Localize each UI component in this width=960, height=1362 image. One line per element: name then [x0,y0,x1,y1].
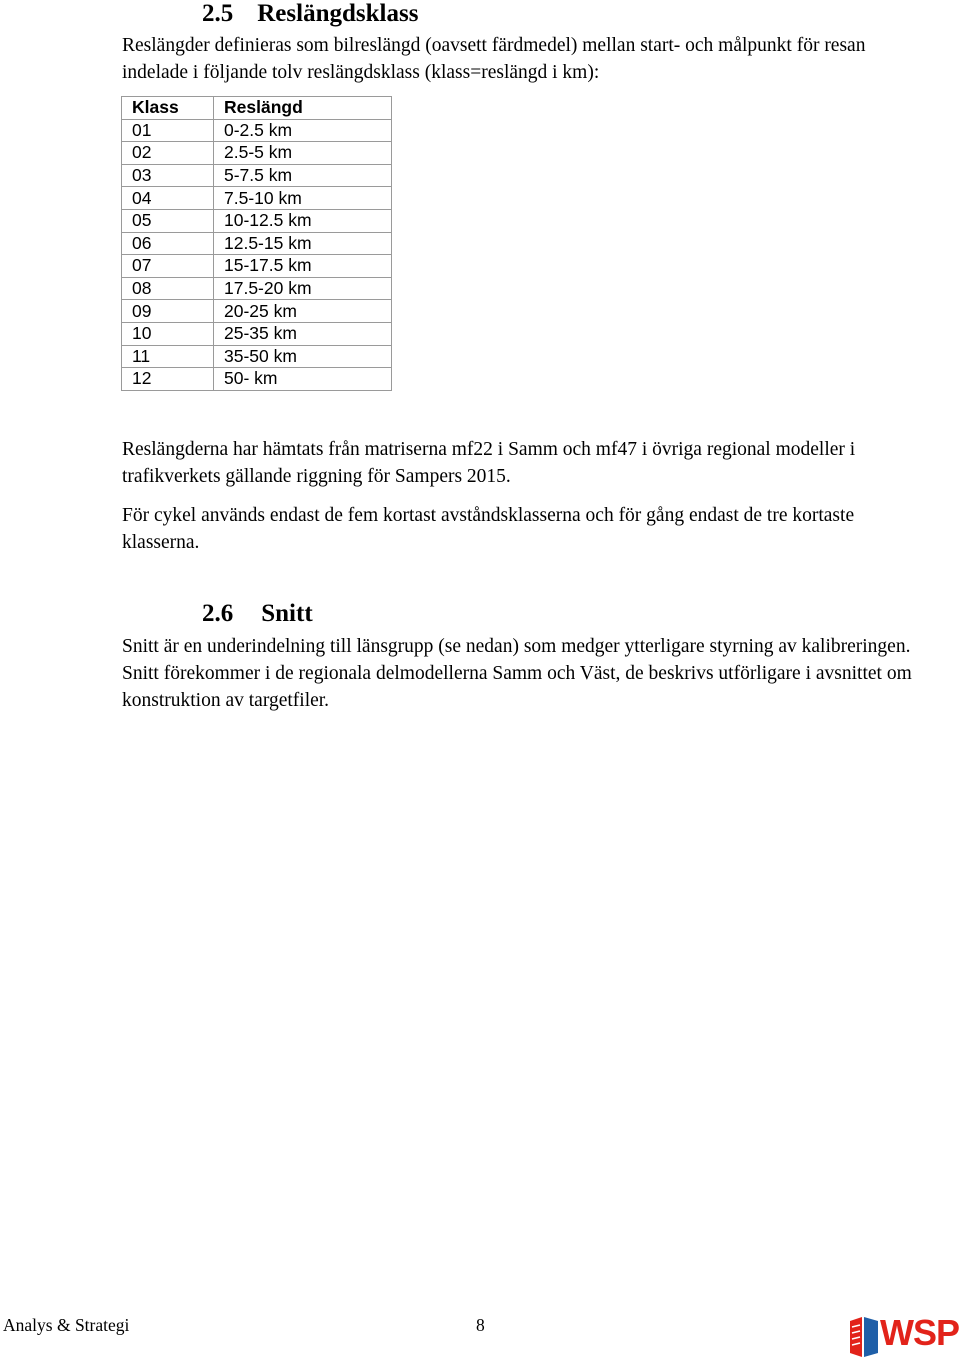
table-row [122,255,392,278]
table-header-row [122,97,392,120]
intro-paragraph: Reslängder definieras som bilreslängd (oavsett färdmedel) mellan start- och målpunkt för resan indelade i följande tolv reslängdsklass (klass=reslängd i km): [122,35,866,83]
klass-cell: 07 [122,255,214,278]
section-number: 2.5 [202,0,234,27]
table-row [122,119,392,142]
reslangd-cell: 25-35 km [214,322,392,345]
section-heading-2-5 [202,0,418,28]
reslangd-cell: 35-50 km [214,345,392,368]
klass-cell: 11 [122,345,214,368]
table-row [122,209,392,232]
reslangd-cell: 0-2.5 km [214,119,392,142]
table-row [122,187,392,210]
klass-cell: 08 [122,277,214,300]
wsp-logo-text: WSP [880,1312,960,1353]
footer-organization: Analys & Strategi [3,1315,130,1335]
klass-cell: 01 [122,119,214,142]
klass-cell: 06 [122,232,214,255]
reslangd-cell: 7.5-10 km [214,187,392,210]
section-title: Reslängdsklass [257,0,419,27]
klass-cell: 10 [122,322,214,345]
distance-class-table [121,96,392,391]
reslangd-cell: 50- km [214,368,392,391]
table-row [122,345,392,368]
reslangd-cell: 15-17.5 km [214,255,392,278]
reslangd-cell: 12.5-15 km [214,232,392,255]
reslangd-cell: 2.5-5 km [214,142,392,165]
section-title: Snitt [261,600,313,627]
reslangd-cell: 20-25 km [214,300,392,323]
table-row [122,277,392,300]
klass-cell: 02 [122,142,214,165]
wsp-logo [848,1313,960,1359]
klass-cell: 09 [122,300,214,323]
table-row [122,232,392,255]
cycle-paragraph: För cykel används endast de fem kortast avståndsklasserna och för gång endast de tre kortaste klasserna. [122,505,855,553]
table-row [122,164,392,187]
header-reslangd: Reslängd [214,97,392,120]
klass-cell: 05 [122,209,214,232]
reslangd-cell: 5-7.5 km [214,164,392,187]
wsp-flag-icon [848,1313,880,1359]
reslangd-cell: 17.5-20 km [214,277,392,300]
table-row [122,322,392,345]
table-row [122,142,392,165]
section-heading-2-6 [202,600,313,628]
klass-cell: 12 [122,368,214,391]
source-paragraph: Reslängderna har hämtats från matriserna mf22 i Samm och mf47 i övriga regional modeller i trafikverkets gällande riggning för Sampers 2015. [122,439,856,487]
table-row [122,300,392,323]
klass-cell: 03 [122,164,214,187]
section-number: 2.6 [202,600,234,627]
header-klass: Klass [122,97,214,120]
snitt-paragraph: Snitt är en underindelning till länsgrupp (se nedan) som medger ytterligare styrning av kalibreringen. Snitt förekommer i de regionala delmodellerna Samm och Väst, de beskrivs utförligare i avsnittet om konstruktion av targetfiler. [122,636,912,711]
klass-cell: 04 [122,187,214,210]
page-number: 8 [476,1315,485,1335]
reslangd-cell: 10-12.5 km [214,209,392,232]
table-row [122,368,392,391]
